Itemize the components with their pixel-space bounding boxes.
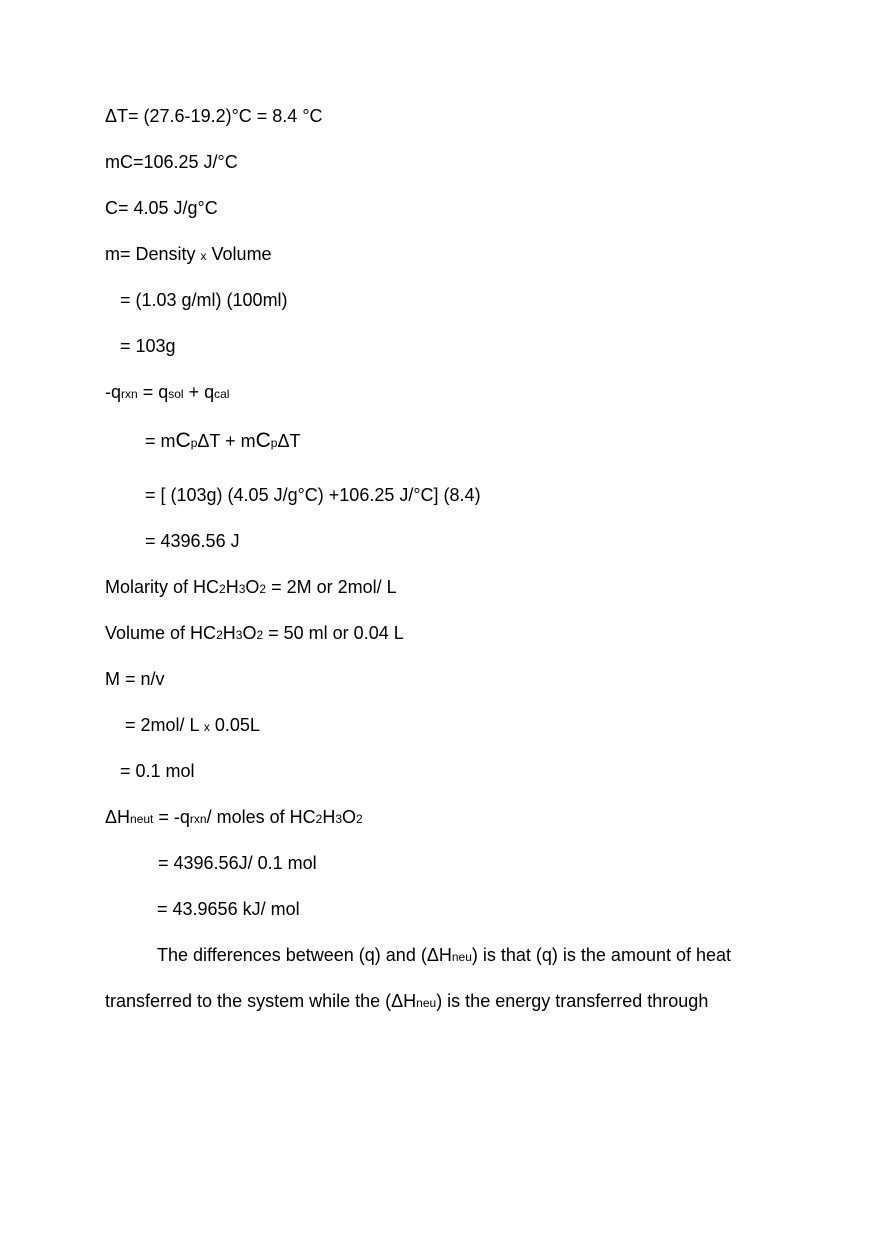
mass-result-line: = 103g [120, 336, 176, 356]
mass-formula-line: m= Density x Volume [105, 244, 272, 264]
molarity-line: Molarity of HC2H3O2 = 2M or 2mol/ L [105, 577, 397, 597]
delta-t-line: ΔT= (27.6-19.2)°C = 8.4 °C [105, 106, 323, 126]
molarity-formula-line: M = n/v [105, 669, 165, 689]
specific-heat-line: C= 4.05 J/g°C [105, 198, 218, 218]
paragraph-line-2: transferred to the system while the (ΔHneu) is the energy transferred through [105, 991, 709, 1011]
heat-substitution-line: = [ (103g) (4.05 J/g°C) +106.25 J/°C] (8.4) [145, 485, 481, 505]
heat-formula-line: = mCpΔT + mCpΔT [145, 429, 301, 452]
moles-calc-line: = 2mol/ L x 0.05L [125, 715, 260, 735]
moles-result-line: = 0.1 mol [120, 761, 195, 781]
heat-result-line: = 4396.56 J [145, 531, 240, 551]
volume-line: Volume of HC2H3O2 = 50 ml or 0.04 L [105, 623, 404, 643]
paragraph-line-1: The differences between (q) and (ΔHneu) is that (q) is the amount of heat [157, 945, 732, 965]
enthalpy-calc-line: = 4396.56J/ 0.1 mol [158, 853, 317, 873]
enthalpy-result-line: = 43.9656 kJ/ mol [157, 899, 300, 919]
heat-balance-line: -qrxn = qsol + qcal [105, 382, 230, 402]
enthalpy-formula-line: ΔHneut = -qrxn/ moles of HC2H3O2 [105, 807, 363, 827]
mc-line: mC=106.25 J/°C [105, 152, 238, 172]
mass-calc-line: = (1.03 g/ml) (100ml) [120, 290, 288, 310]
